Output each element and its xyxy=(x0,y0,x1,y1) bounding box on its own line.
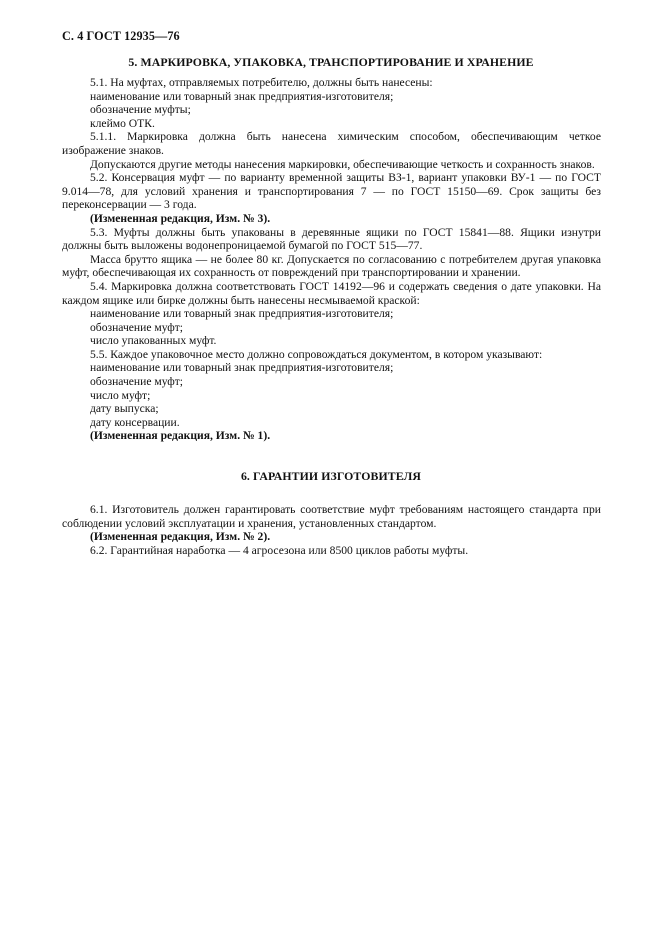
list-item: дату выпуска; xyxy=(90,402,159,416)
list-item: число упакованных муфт. xyxy=(90,334,217,348)
section-5-body xyxy=(62,76,601,443)
list-item: наименование или товарный знак предприятия-изготовителя; xyxy=(90,307,394,321)
paragraph: 5.1. На муфтах, отправляемых потребителю, должны быть нанесены: xyxy=(90,76,433,89)
paragraph: 5.4. Маркировка должна соответствовать ГОСТ 14192—96 и содержать сведения о дате упаковки. На каждом ящике или бирке должны быть нанесены несмываемой краской: xyxy=(62,279,601,307)
list-item: дату консервации. xyxy=(90,415,180,429)
paragraph: 6.1. Изготовитель должен гарантировать соответствие муфт требованиям настоящего стандарта при соблюдении условий эксплуатации и хранения, установленных стандартом. xyxy=(62,503,601,530)
paragraph: Масса брутто ящика — не более 80 кг. Допускается по согласованию с потребителем другая упаковка муфт, обеспечивающая их сохранность от повреждений при транспортировании и хранении. xyxy=(62,252,601,280)
section-5-title: 5. МАРКИРОВКА, УПАКОВКА, ТРАНСПОРТИРОВАНИЕ И ХРАНЕНИЕ xyxy=(128,55,534,69)
paragraph: Допускаются другие методы нанесения маркировки, обеспечивающие четкость и сохранность знаков. xyxy=(90,157,595,171)
paragraph: 6.2. Гарантийная наработка — 4 агросезона или 8500 циклов работы муфты. xyxy=(90,543,469,557)
list-item: наименование или товарный знак предприятия-изготовителя; xyxy=(90,89,394,103)
list-item: обозначение муфт; xyxy=(90,320,184,334)
amendment-note: (Измененная редакция, Изм. № 1). xyxy=(90,429,271,443)
list-item: обозначение муфты; xyxy=(90,103,191,117)
page-header: С. 4 ГОСТ 12935—76 xyxy=(62,29,180,43)
paragraph: 5.3. Муфты должны быть упакованы в деревянные ящики по ГОСТ 15841—88. Ящики изнутри должны быть выложены водонепроницаемой бумагой по ГОСТ 515—77. xyxy=(62,225,601,253)
list-item: клеймо ОТК. xyxy=(90,116,155,130)
list-item: наименование или товарный знак предприятия-изготовителя; xyxy=(90,361,394,375)
section-6-title: 6. ГАРАНТИИ ИЗГОТОВИТЕЛЯ xyxy=(240,469,422,483)
amendment-note: (Измененная редакция, Изм. № 2). xyxy=(90,530,271,544)
paragraph: 5.2. Консервация муфт — по варианту временной защиты ВЗ-1, вариант упаковки ВУ-1 — по ГОСТ 9.014—78, для условий хранения и транспортирования 7 — по ГОСТ 15150—69. Срок защиты без переконсервации — 3 года. xyxy=(62,171,601,212)
paragraph: 5.1.1. Маркировка должна быть нанесена химическим способом, обеспечивающим четкое изображение знаков. xyxy=(62,130,601,157)
list-item: число муфт; xyxy=(90,388,151,402)
amendment-note: (Измененная редакция, Изм. № 3). xyxy=(90,211,271,225)
section-6-body xyxy=(62,503,601,557)
list-item: обозначение муфт; xyxy=(90,375,184,389)
paragraph: 5.5. Каждое упаковочное место должно сопровождаться документом, в котором указывают: xyxy=(90,347,543,361)
